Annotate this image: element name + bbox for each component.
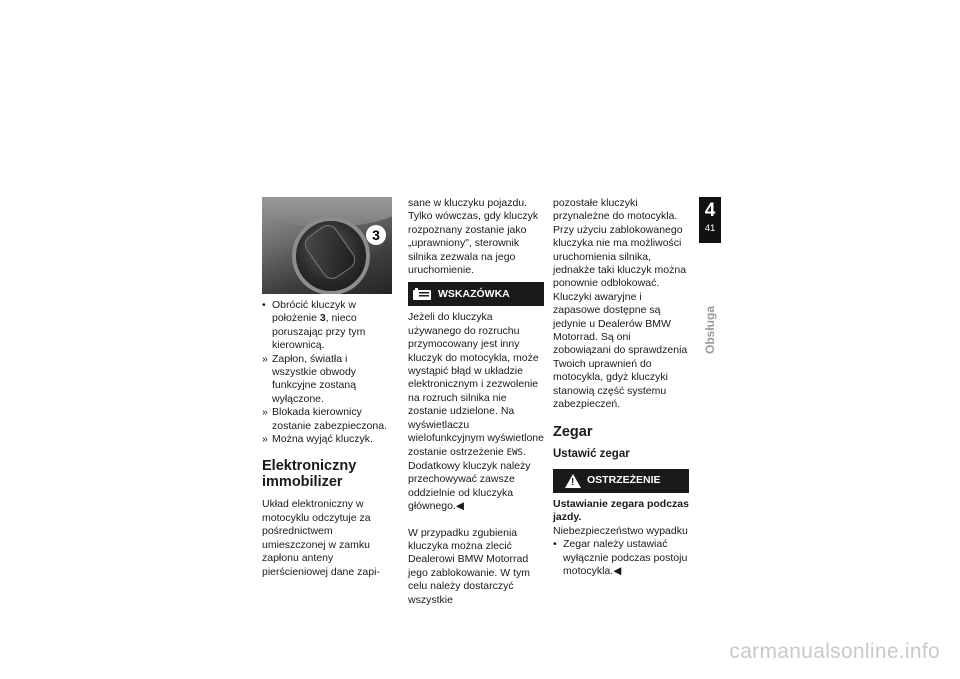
chapter-tab bbox=[699, 197, 721, 243]
warning-text: Niebezpieczeństwo wypadku bbox=[553, 524, 688, 537]
list-item: » Można wyjąć kluczyk. bbox=[262, 433, 373, 446]
note-hand-icon bbox=[412, 287, 432, 301]
section-heading-immobilizer: Elektroniczny immobilizer bbox=[262, 458, 357, 491]
list-item: » Blokada kierownicy zostanie zabezpieczona. bbox=[262, 406, 387, 432]
paragraph: W przypadku zgubienia kluczyka można zlecić Dealerowi BMW Motorrad jego zablokowanie. W tym celu należy dostarczyć wszystkie bbox=[408, 526, 530, 606]
result-arrow-icon: » bbox=[262, 406, 268, 419]
paragraph: Jeżeli do kluczyka używanego do rozruchu przymocowany jest inny kluczyk do motocykla, może wystąpić błąd w układzie elektronicznym i zezwolenie na rozruch silnika nie zostanie udzielone. Na wyświetlaczu wielofunkcyjnym wyświetlone zostanie ostrzeżenie EWS. bbox=[408, 311, 544, 458]
warning-banner bbox=[553, 469, 689, 493]
note-label: WSKAZÓWKA bbox=[438, 287, 510, 300]
warning-label: OSTRZEŻENIE bbox=[587, 474, 661, 487]
section-label: Obsługa bbox=[703, 305, 717, 355]
bullet-icon: • bbox=[553, 538, 557, 551]
paragraph: sane w kluczyku pojazdu. Tylko wówczas, gdy kluczyk rozpoznany zostanie jako „uprawniony", sterownik silnika zezwala na jego uruchomienie. bbox=[408, 197, 539, 277]
list-item: • Obrócić kluczyk w położenie 3, nieco poruszając przy tym kierownicą. bbox=[262, 299, 366, 352]
subsection-heading: Ustawić zegar bbox=[553, 447, 630, 460]
result-arrow-icon: » bbox=[262, 352, 268, 365]
column-3 bbox=[553, 197, 689, 578]
paragraph: Układ elektroniczny w motocyklu odczytuje za pośrednictwem umieszczonej w zamku zapłonu anteny pierścieniowej dane zapi- bbox=[262, 498, 380, 578]
bullet-icon: • bbox=[262, 299, 266, 311]
callout-marker: 3 bbox=[366, 225, 386, 245]
column-1 bbox=[262, 197, 392, 579]
end-mark-icon: ◀ bbox=[455, 500, 464, 513]
paragraph: pozostałe kluczyki przynależne do motocykla. bbox=[553, 197, 678, 223]
warning-triangle-icon: ! bbox=[565, 474, 581, 488]
warning-title: Ustawianie zegara podczas jazdy. bbox=[553, 497, 689, 524]
page-number: 41 bbox=[704, 223, 716, 234]
column-2 bbox=[408, 197, 544, 607]
result-arrow-icon: » bbox=[262, 433, 268, 446]
ews-warning-code: EWS bbox=[506, 447, 523, 458]
end-mark-icon: ◀ bbox=[613, 564, 622, 577]
ignition-lock-photo bbox=[262, 197, 392, 294]
paragraph: Przy użyciu zablokowanego kluczyka nie ma możliwości uruchomienia silnika, jednakże taki kluczyk można ponownie odblokować. bbox=[553, 223, 687, 290]
steps-list bbox=[262, 299, 392, 446]
watermark: carmanualsonline.info bbox=[729, 640, 940, 663]
paragraph: Kluczyki awaryjne i zapasowe dostępne są jedynie u Dealerów BMW Motorrad. Są oni zobowiązani do sprawdzenia Twoich uprawnień do motocykla, gdyż kluczyki stanowią część systemu zabezpieczeń. bbox=[553, 290, 688, 411]
chapter-number: 4 bbox=[704, 200, 716, 221]
note-banner bbox=[408, 282, 544, 306]
paragraph: Dodatkowy kluczyk należy przechowywać zawsze oddzielnie od kluczyka głównego.◀ bbox=[408, 459, 531, 513]
list-item: » Zapłon, światła i wszystkie obwody funkcyjne zostaną wyłączone. bbox=[262, 352, 357, 405]
section-heading-clock: Zegar bbox=[553, 423, 593, 440]
list-item: • Zegar należy ustawiać wyłącznie podczas postoju motocykla.◀ bbox=[553, 538, 688, 577]
warning-list bbox=[553, 538, 689, 578]
